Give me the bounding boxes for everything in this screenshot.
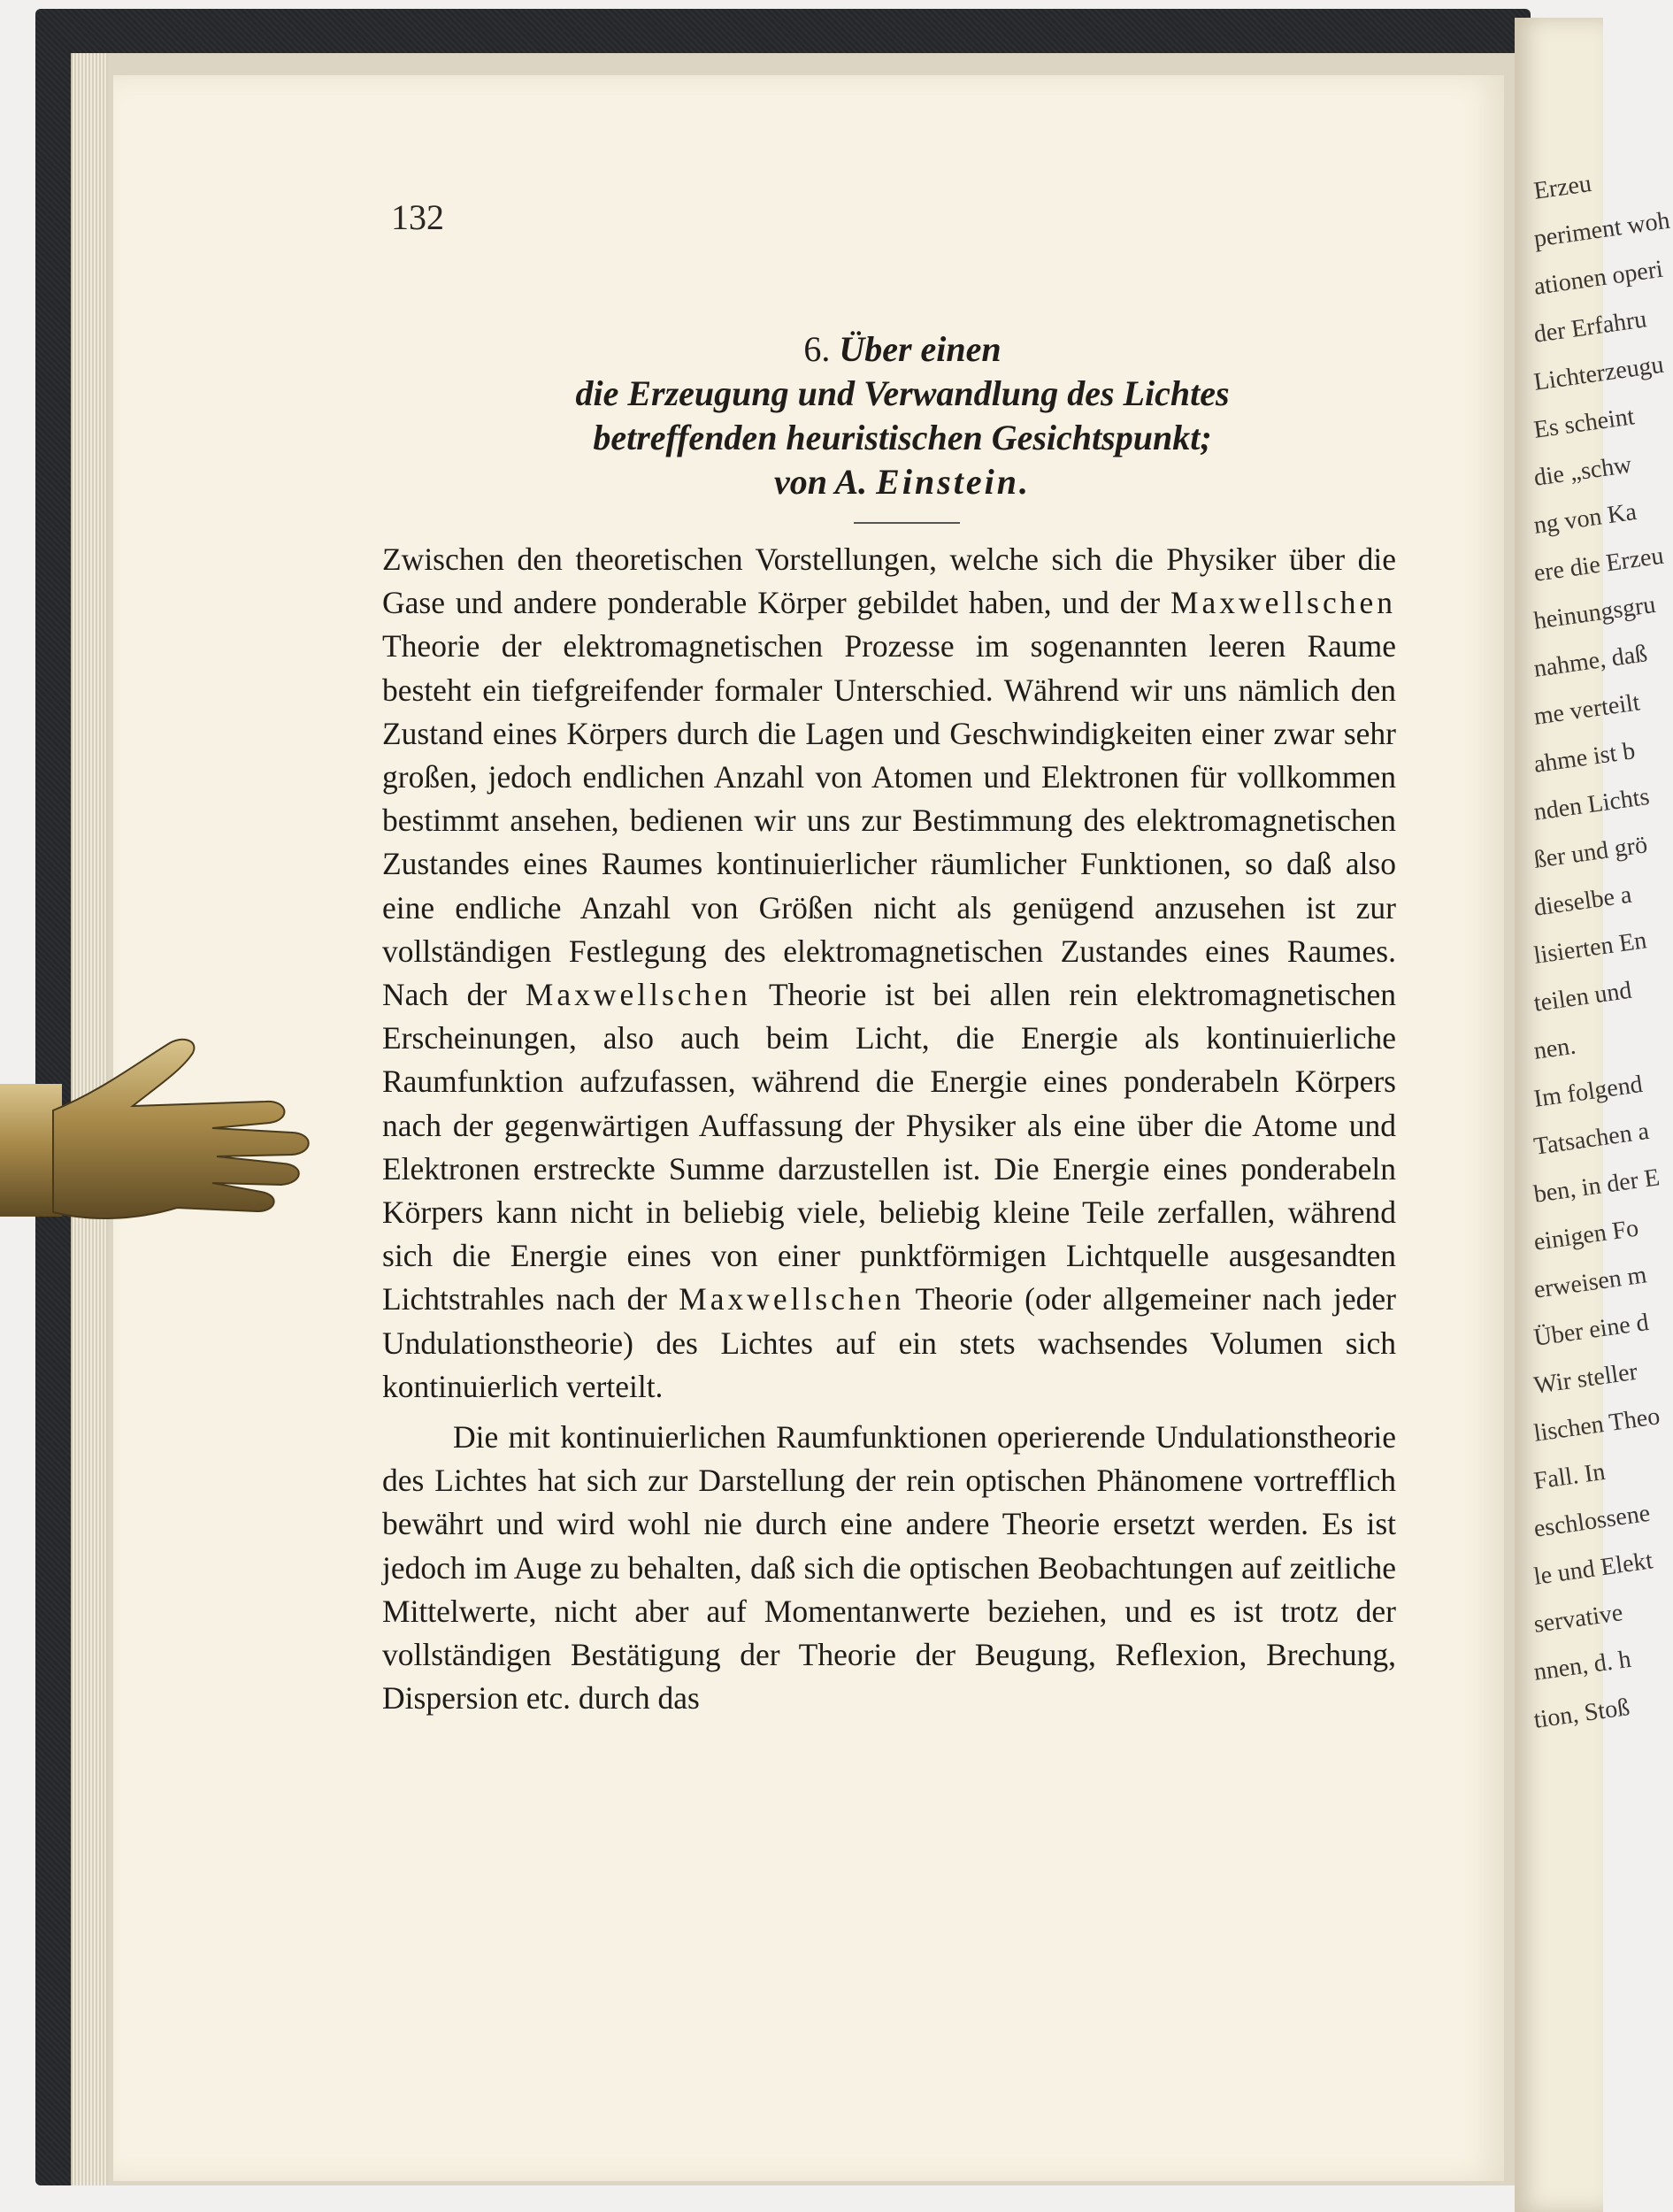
- facing-page-fragment: Erzeu: [1531, 170, 1593, 205]
- facing-page-fragment: Fall. In: [1531, 1457, 1608, 1495]
- facing-page-fragment: teilen und: [1531, 976, 1634, 1018]
- facing-page-fragment: Über eine d: [1531, 1308, 1651, 1352]
- facing-page-fragment: nahme, daß: [1531, 640, 1649, 683]
- facing-page-fragment: der Erfahru: [1531, 305, 1649, 349]
- title-line-2: die Erzeugung und Verwandlung des Lichtes: [575, 373, 1230, 413]
- facing-page-fragment: nden Lichts: [1531, 782, 1652, 826]
- facing-page-fragment: erweisen m: [1531, 1261, 1649, 1304]
- facing-page-fragment: le und Elekt: [1531, 1547, 1655, 1591]
- facing-page-fragment: me verteilt: [1531, 688, 1642, 731]
- facing-page-fragment: ßer und grö: [1531, 831, 1649, 874]
- brass-hand-bookmark-icon: [0, 1031, 327, 1261]
- facing-page-fragment: eschlossene: [1531, 1499, 1652, 1543]
- facing-page-fragment: nnen, d. h: [1531, 1645, 1633, 1686]
- facing-page-fragment: ere die Erzeu: [1531, 541, 1666, 588]
- facing-page-fragment: Lichterzeugu: [1531, 350, 1666, 396]
- facing-page-fragment: servative: [1531, 1599, 1625, 1639]
- facing-page-fragment: Tatsachen a: [1531, 1117, 1651, 1161]
- article-body: [382, 538, 1396, 1720]
- facing-page-fragment: die „schw: [1531, 450, 1634, 492]
- facing-page-fragment: Im folgend: [1531, 1070, 1645, 1113]
- section-number: 6.: [803, 329, 831, 369]
- title-divider: [854, 522, 960, 524]
- facing-page-fragment: lischen Theo: [1531, 1402, 1662, 1448]
- facing-page-fragment: ahme ist b: [1531, 737, 1638, 779]
- article-title: [380, 327, 1424, 504]
- facing-page-fragment: ng von Ka: [1531, 497, 1638, 540]
- facing-page-fragment: nen.: [1531, 1032, 1578, 1065]
- author-prefix: von A.: [773, 462, 868, 502]
- paragraph-2: Die mit kontinuierlichen Raumfunktionen operierende Undulationstheorie des Lichtes hat sich zur Darstellung der rein optischen Phänomene vortrefflich bewährt und wird wohl nie durch eine andere Theorie ersetzt werden. Es ist jedoch im Auge zu behalten, daß sich die optischen Beobachtungen auf zeitliche Mittelwerte, nicht aber auf Momentanwerte beziehen, und es ist trotz der vollständigen Bestätigung der Theorie der Beugung, Reflexion, Brechung, Dispersion etc. durch das: [382, 1419, 1396, 1717]
- facing-page-text: [1531, 168, 1672, 1745]
- author-name: Einstein.: [876, 462, 1032, 502]
- page-number: 132: [391, 197, 444, 237]
- facing-page-fragment: heinungsgru: [1531, 590, 1658, 635]
- facing-page-fragment: periment woh: [1531, 206, 1672, 253]
- facing-page-fragment: lisierten En: [1531, 926, 1649, 970]
- title-line-1: Über einen: [839, 329, 1001, 369]
- facing-page-fragment: Wir steller: [1531, 1357, 1639, 1400]
- title-line-3: betreffenden heuristischen Gesichtspunkt;: [593, 418, 1212, 457]
- facing-page-fragment: ationen operi: [1531, 255, 1665, 301]
- paragraph-1: Zwischen den theoretischen Vorstellungen, welche sich die Physiker über die Gase und andere ponderable Körper gebildet haben, und der Maxwellschen Theorie der elektromagnetischen Prozesse im sogenannten leeren Raume besteht ein tiefgreifender formaler Unterschied. Während wir uns nämlich den Zustand eines Körpers durch die Lagen und Geschwindigkeiten einer zwar sehr großen, jedoch endlichen Anzahl von Atomen und Elektronen für vollkommen bestimmt ansehen, bedienen wir uns zur Bestimmung des elektromagnetischen Zustandes eines Raumes kontinuierlicher räumlicher Funktionen, so daß also eine endliche Anzahl von Größen nicht als genügend anzusehen ist zur vollständigen Festlegung des elektromagnetischen Zustandes eines Raumes. Nach der Maxwellschen Theorie ist bei allen rein elektromagnetischen Erscheinungen, also auch beim Licht, die Energie als kontinuierliche Raumfunktion aufzufassen, während die Energie eines ponderabeln Körpers nach der gegenwärtigen Auffassung der Physiker als eine über die Atome und Elektronen erstreckte Summe darzustellen ist. Die Energie eines ponderabeln Körpers kann nicht in beliebig viele, beliebig kleine Teile zerfallen, während sich die Energie eines von einer punktförmigen Lichtquelle ausgesandten Lichtstrahles nach der Maxwellschen Theorie (oder allgemeiner nach jeder Undulationstheorie) des Lichtes auf ein stets wachsendes Volumen sich kontinuierlich verteilt.: [382, 541, 1397, 1404]
- facing-page-fragment: Es scheint: [1531, 403, 1637, 444]
- facing-page-fragment: einigen Fo: [1531, 1214, 1640, 1256]
- facing-page-fragment: dieselbe a: [1531, 880, 1634, 922]
- facing-page-fragment: ben, in der E: [1531, 1164, 1661, 1209]
- facing-page: [1515, 18, 1672, 2212]
- facing-page-fragment: tion, Stoß: [1531, 1693, 1631, 1734]
